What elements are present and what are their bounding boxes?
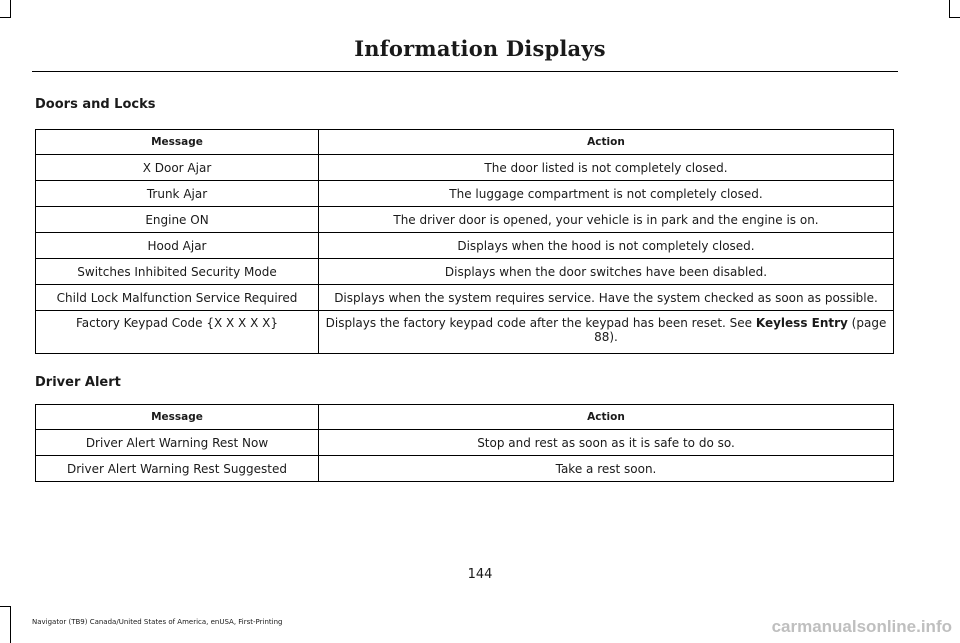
action-text: Displays the factory keypad code after the keypad has been reset. See — [325, 316, 756, 330]
column-header-action: Action — [319, 405, 894, 430]
page-number: 144 — [467, 567, 493, 582]
message-cell: X Door Ajar — [36, 155, 319, 181]
action-cell: Take a rest soon. — [319, 456, 894, 482]
table-row — [36, 259, 894, 285]
action-cell: The luggage compartment is not completely closed. — [319, 181, 894, 207]
message-cell: Switches Inhibited Security Mode — [36, 259, 319, 285]
action-cell: Displays when the door switches have been disabled. — [319, 259, 894, 285]
title-divider — [32, 71, 898, 72]
crop-mark-bottom-left-h — [0, 606, 11, 607]
action-cell — [319, 311, 894, 354]
table-row — [36, 181, 894, 207]
section-heading-doors-and-locks: Doors and Locks — [35, 97, 156, 112]
table-row — [36, 430, 894, 456]
action-cell: The door listed is not completely closed. — [319, 155, 894, 181]
table-row — [36, 311, 894, 354]
message-cell: Factory Keypad Code {X X X X X} — [36, 311, 319, 354]
action-cell: Stop and rest as soon as it is safe to do so. — [319, 430, 894, 456]
table-row — [36, 233, 894, 259]
driver-alert-table — [35, 404, 894, 482]
action-cell: Displays when the hood is not completely closed. — [319, 233, 894, 259]
message-cell: Hood Ajar — [36, 233, 319, 259]
action-cell: The driver door is opened, your vehicle is in park and the engine is on. — [319, 207, 894, 233]
column-header-message: Message — [36, 405, 319, 430]
message-cell: Child Lock Malfunction Service Required — [36, 285, 319, 311]
crop-mark-bottom-left-v — [10, 606, 11, 643]
doors-and-locks-table — [35, 129, 894, 354]
keyless-entry-link[interactable]: Keyless Entry — [755, 316, 848, 330]
page-reference: (page 88). — [594, 316, 887, 344]
crop-mark-top-right-v — [949, 0, 950, 18]
action-cell: Displays when the system requires service. Have the system checked as soon as possible. — [319, 285, 894, 311]
publication-footer: Navigator (TB9) Canada/United States of America, enUSA, First-Printing — [32, 618, 283, 626]
page-title: Information Displays — [354, 36, 606, 61]
table-header-row — [36, 130, 894, 155]
table-row — [36, 207, 894, 233]
table-row — [36, 456, 894, 482]
table-row — [36, 285, 894, 311]
watermark: carmanualsonline.info — [771, 617, 952, 636]
table-header-row — [36, 405, 894, 430]
column-header-action: Action — [319, 130, 894, 155]
message-cell: Driver Alert Warning Rest Now — [36, 430, 319, 456]
crop-mark-top-left-h — [0, 17, 11, 18]
message-cell: Trunk Ajar — [36, 181, 319, 207]
message-cell: Engine ON — [36, 207, 319, 233]
table-row — [36, 155, 894, 181]
section-heading-driver-alert: Driver Alert — [35, 375, 121, 390]
message-cell: Driver Alert Warning Rest Suggested — [36, 456, 319, 482]
column-header-message: Message — [36, 130, 319, 155]
crop-mark-top-right-h — [949, 17, 960, 18]
crop-mark-top-left-v — [10, 0, 11, 18]
